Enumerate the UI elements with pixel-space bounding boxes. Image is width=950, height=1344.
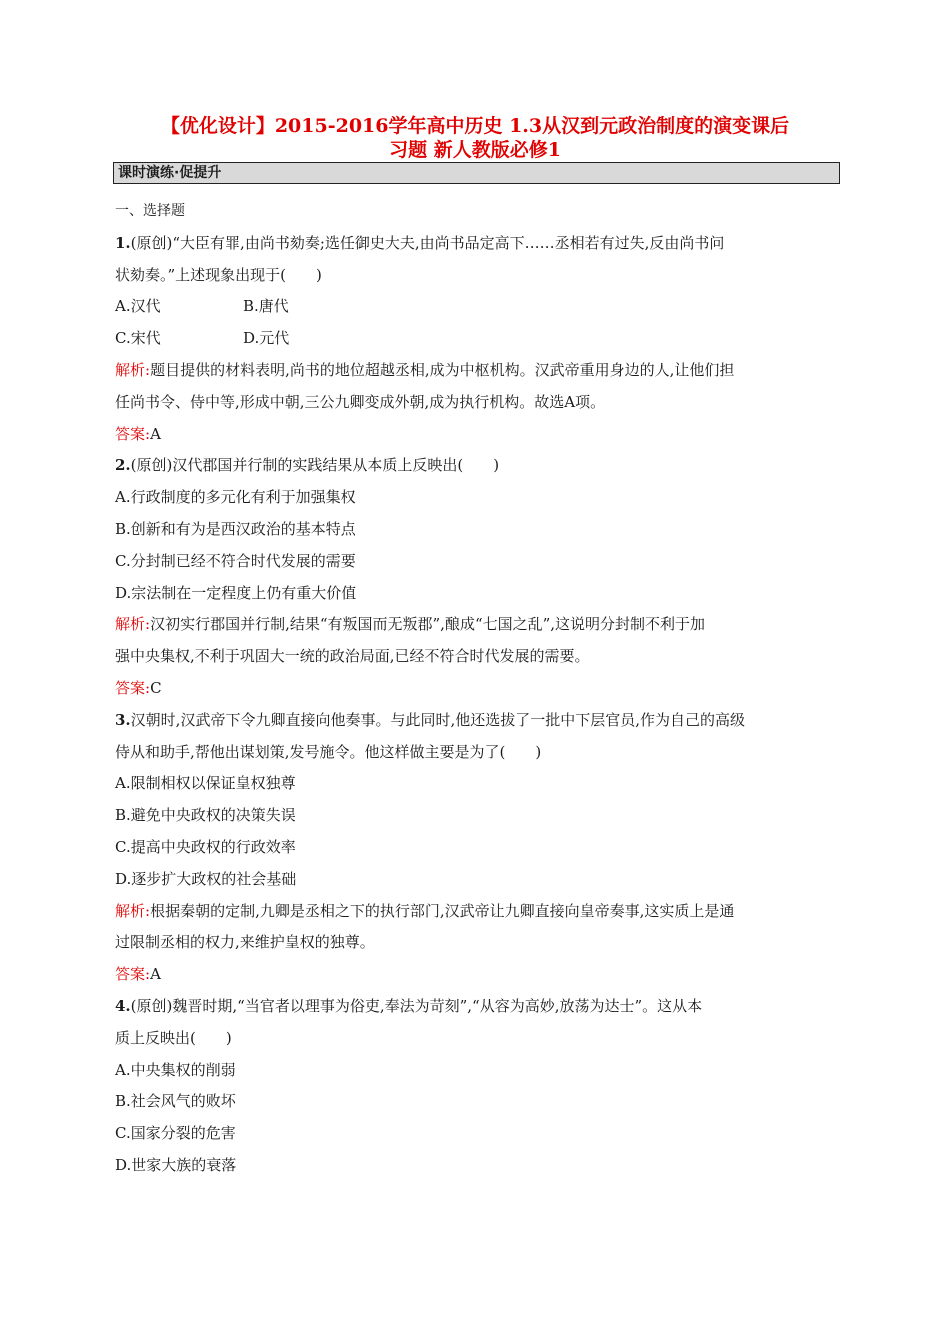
analysis [115,896,840,928]
analysis-text: 过限制丞相的权力,来维护皇权的独尊。 [115,933,375,952]
analysis [115,609,840,641]
question-number: 2. [115,456,131,475]
option-row [115,291,840,323]
title-line-1: 【优化设计】2015-2016学年高中历史 1.3从汉到元政治制度的演变课后 [160,115,790,137]
question-2 [115,450,840,704]
section-banner: 课时演练·促提升 [113,162,840,184]
option-a: A.中央集权的削弱 [115,1060,236,1079]
answer-value: C [150,678,162,697]
question-1 [115,228,840,451]
analysis-text: 题目提供的材料表明,尚书的地位超越丞相,成为中枢机构。汉武帝重用身边的人,让他们担 [150,360,735,379]
option-d: D.宗法制在一定程度上仍有重大价值 [115,583,357,602]
option-a: A.汉代 [115,297,161,316]
option-b: B.避免中央政权的决策失误 [115,806,296,825]
question-number: 1. [115,233,131,252]
option-d: D.世家大族的衰落 [115,1155,237,1174]
analysis-text: 根据秦朝的定制,九卿是丞相之下的执行部门,汉武帝让九卿直接向皇帝奏事,这实质上是通 [150,901,735,920]
option-b: B.创新和有为是西汉政治的基本特点 [115,519,356,538]
question-4 [115,991,840,1182]
question-text: (原创)汉代郡国并行制的实践结果从本质上反映出( ) [130,456,500,475]
question-stem [115,991,840,1023]
question-text: 质上反映出( ) [115,1028,232,1047]
answer [115,673,840,705]
option-d: D.元代 [243,329,290,348]
analysis-label: 解析: [115,901,151,920]
section-heading: 一、选择题 [115,203,185,219]
answer-value: A [150,424,161,443]
question-text: 汉朝时,汉武帝下令九卿直接向他奏事。与此同时,他还选拔了一批中下层官员,作为自己的高级 [130,710,745,729]
question-text: 侍从和助手,帮他出谋划策,发号施令。他这样做主要是为了( ) [115,742,542,761]
option-b: B.唐代 [243,297,289,316]
option-a: A.行政制度的多元化有利于加强集权 [115,488,356,507]
option-a: A.限制相权以保证皇权独尊 [115,774,296,793]
option-c: C.宋代 [115,329,161,348]
question-stem [115,450,840,482]
question-stem [115,705,840,737]
analysis-label: 解析: [115,615,151,634]
question-content [115,196,840,1182]
analysis-text: 任尚书令、侍中等,形成中朝,三公九卿变成外朝,成为执行机构。故选A项。 [115,392,606,411]
option-c: C.提高中央政权的行政效率 [115,837,296,856]
option-d: D.逐步扩大政权的社会基础 [115,869,297,888]
answer-label: 答案: [115,965,151,984]
analysis-label: 解析: [115,360,151,379]
option-b: B.社会风气的败坏 [115,1092,236,1111]
analysis [115,355,840,387]
question-stem [115,228,840,260]
answer [115,959,840,991]
option-row [115,323,840,355]
option-c: C.分封制已经不符合时代发展的需要 [115,551,356,570]
question-text: 状劾奏。”上述现象出现于( ) [115,265,322,284]
answer-label: 答案: [115,424,151,443]
question-number: 4. [115,996,131,1015]
document-title [100,114,850,162]
question-text: (原创)“大臣有罪,由尚书劾奏;选任御史大夫,由尚书品定高下……丞相若有过失,反由尚书问 [130,233,725,252]
title-line-2: 习题 新人教版必修1 [389,139,561,161]
question-number: 3. [115,710,131,729]
analysis-text: 汉初实行郡国并行制,结果“有叛国而无叛郡”,酿成“七国之乱”,这说明分封制不利于加 [150,615,706,634]
option-c: C.国家分裂的危害 [115,1124,236,1143]
answer-value: A [150,965,161,984]
question-text: (原创)魏晋时期,“当官者以理事为俗吏,奉法为苛刻”,“从容为高妙,放荡为达士”。这从本 [130,996,703,1015]
analysis-text: 强中央集权,不利于巩固大一统的政治局面,已经不符合时代发展的需要。 [115,647,590,666]
answer-label: 答案: [115,678,151,697]
question-3 [115,705,840,991]
answer [115,419,840,451]
